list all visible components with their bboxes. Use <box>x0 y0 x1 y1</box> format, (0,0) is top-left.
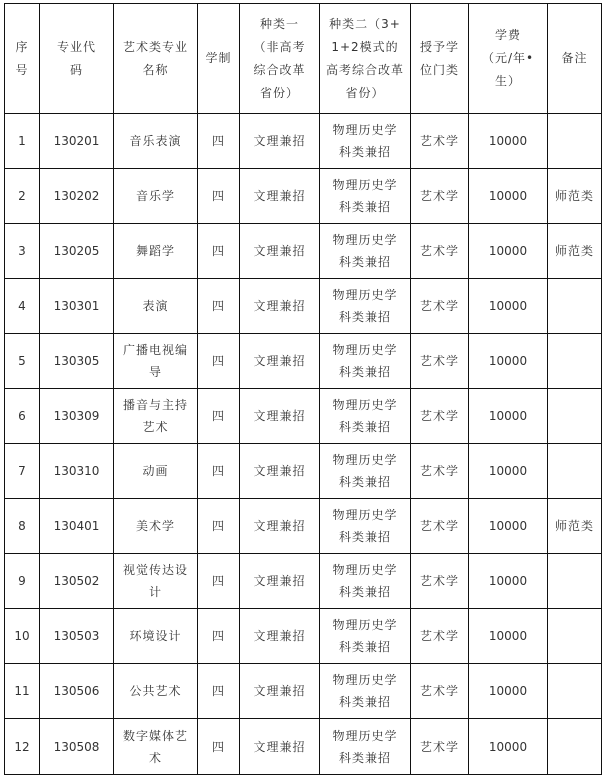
header-type1: 种类一（非高考综合改革省份） <box>240 4 320 114</box>
cell-note <box>548 114 602 169</box>
cell-code: 130205 <box>40 224 114 279</box>
cell-type2: 物理历史学科类兼招 <box>320 554 411 609</box>
cell-type2: 物理历史学科类兼招 <box>320 389 411 444</box>
header-name: 艺术类专业名称 <box>114 4 198 114</box>
cell-code: 130502 <box>40 554 114 609</box>
table-body <box>5 4 602 775</box>
cell-degree: 艺术学 <box>411 224 469 279</box>
header-fee: 学费（元/年•生） <box>469 4 548 114</box>
table-row <box>5 664 602 719</box>
cell-code: 130305 <box>40 334 114 389</box>
cell-type1: 文理兼招 <box>240 334 320 389</box>
cell-note: 师范类 <box>548 169 602 224</box>
cell-major-name: 美术学 <box>114 499 198 554</box>
cell-fee: 10000 <box>469 169 548 224</box>
table-row <box>5 499 602 554</box>
cell-major-name: 表演 <box>114 279 198 334</box>
cell-major-name: 舞蹈学 <box>114 224 198 279</box>
cell-note <box>548 664 602 719</box>
header-duration: 学制 <box>198 4 240 114</box>
cell-degree: 艺术学 <box>411 389 469 444</box>
cell-degree: 艺术学 <box>411 444 469 499</box>
cell-duration: 四 <box>198 279 240 334</box>
cell-major-name: 数字媒体艺术 <box>114 719 198 775</box>
cell-seq: 8 <box>5 499 40 554</box>
cell-code: 130301 <box>40 279 114 334</box>
cell-code: 130508 <box>40 719 114 775</box>
cell-degree: 艺术学 <box>411 664 469 719</box>
cell-degree: 艺术学 <box>411 169 469 224</box>
table-row <box>5 169 602 224</box>
cell-type1: 文理兼招 <box>240 719 320 775</box>
cell-major-name: 广播电视编导 <box>114 334 198 389</box>
cell-type2: 物理历史学科类兼招 <box>320 224 411 279</box>
cell-type1: 文理兼招 <box>240 554 320 609</box>
majors-table <box>4 3 602 775</box>
cell-duration: 四 <box>198 334 240 389</box>
cell-major-name: 音乐表演 <box>114 114 198 169</box>
cell-fee: 10000 <box>469 554 548 609</box>
table-row <box>5 279 602 334</box>
cell-code: 130310 <box>40 444 114 499</box>
cell-code: 130401 <box>40 499 114 554</box>
cell-note: 师范类 <box>548 499 602 554</box>
cell-duration: 四 <box>198 114 240 169</box>
cell-type1: 文理兼招 <box>240 609 320 664</box>
table-row <box>5 609 602 664</box>
cell-note <box>548 444 602 499</box>
cell-note <box>548 279 602 334</box>
cell-type2: 物理历史学科类兼招 <box>320 609 411 664</box>
cell-seq: 5 <box>5 334 40 389</box>
cell-duration: 四 <box>198 444 240 499</box>
header-type2: 种类二（3+1+2模式的高考综合改革省份） <box>320 4 411 114</box>
header-seq: 序号 <box>5 4 40 114</box>
cell-major-name: 公共艺术 <box>114 664 198 719</box>
cell-note <box>548 554 602 609</box>
cell-note <box>548 719 602 775</box>
cell-duration: 四 <box>198 664 240 719</box>
cell-type1: 文理兼招 <box>240 169 320 224</box>
cell-major-name: 视觉传达设计 <box>114 554 198 609</box>
cell-seq: 6 <box>5 389 40 444</box>
cell-fee: 10000 <box>469 224 548 279</box>
cell-duration: 四 <box>198 224 240 279</box>
cell-degree: 艺术学 <box>411 114 469 169</box>
cell-seq: 3 <box>5 224 40 279</box>
cell-major-name: 音乐学 <box>114 169 198 224</box>
header-row <box>5 4 602 114</box>
cell-note: 师范类 <box>548 224 602 279</box>
cell-duration: 四 <box>198 169 240 224</box>
cell-type2: 物理历史学科类兼招 <box>320 169 411 224</box>
cell-code: 130309 <box>40 389 114 444</box>
cell-major-name: 动画 <box>114 444 198 499</box>
cell-type2: 物理历史学科类兼招 <box>320 114 411 169</box>
cell-duration: 四 <box>198 719 240 775</box>
cell-duration: 四 <box>198 389 240 444</box>
cell-code: 130503 <box>40 609 114 664</box>
cell-duration: 四 <box>198 609 240 664</box>
cell-major-name: 播音与主持艺术 <box>114 389 198 444</box>
header-note: 备注 <box>548 4 602 114</box>
cell-degree: 艺术学 <box>411 279 469 334</box>
cell-degree: 艺术学 <box>411 334 469 389</box>
cell-seq: 10 <box>5 609 40 664</box>
cell-code: 130202 <box>40 169 114 224</box>
cell-type1: 文理兼招 <box>240 664 320 719</box>
cell-seq: 7 <box>5 444 40 499</box>
cell-degree: 艺术学 <box>411 554 469 609</box>
cell-seq: 12 <box>5 719 40 775</box>
cell-seq: 2 <box>5 169 40 224</box>
cell-type1: 文理兼招 <box>240 389 320 444</box>
cell-type1: 文理兼招 <box>240 224 320 279</box>
table-row <box>5 114 602 169</box>
table-row <box>5 224 602 279</box>
table-row <box>5 554 602 609</box>
cell-seq: 1 <box>5 114 40 169</box>
cell-type1: 文理兼招 <box>240 499 320 554</box>
table-row <box>5 334 602 389</box>
cell-seq: 9 <box>5 554 40 609</box>
cell-code: 130506 <box>40 664 114 719</box>
cell-code: 130201 <box>40 114 114 169</box>
cell-fee: 10000 <box>469 279 548 334</box>
cell-note <box>548 609 602 664</box>
cell-degree: 艺术学 <box>411 719 469 775</box>
cell-type2: 物理历史学科类兼招 <box>320 664 411 719</box>
cell-degree: 艺术学 <box>411 609 469 664</box>
cell-fee: 10000 <box>469 609 548 664</box>
cell-major-name: 环境设计 <box>114 609 198 664</box>
cell-type2: 物理历史学科类兼招 <box>320 499 411 554</box>
cell-type1: 文理兼招 <box>240 444 320 499</box>
cell-fee: 10000 <box>469 444 548 499</box>
cell-type2: 物理历史学科类兼招 <box>320 334 411 389</box>
cell-fee: 10000 <box>469 499 548 554</box>
cell-fee: 10000 <box>469 114 548 169</box>
cell-type2: 物理历史学科类兼招 <box>320 719 411 775</box>
cell-seq: 4 <box>5 279 40 334</box>
cell-duration: 四 <box>198 499 240 554</box>
table-row <box>5 389 602 444</box>
table-row <box>5 444 602 499</box>
table-row <box>5 719 602 775</box>
cell-type2: 物理历史学科类兼招 <box>320 279 411 334</box>
cell-fee: 10000 <box>469 719 548 775</box>
cell-type1: 文理兼招 <box>240 279 320 334</box>
cell-type1: 文理兼招 <box>240 114 320 169</box>
cell-fee: 10000 <box>469 389 548 444</box>
cell-fee: 10000 <box>469 664 548 719</box>
header-code: 专业代码 <box>40 4 114 114</box>
cell-duration: 四 <box>198 554 240 609</box>
cell-note <box>548 334 602 389</box>
header-degree: 授予学位门类 <box>411 4 469 114</box>
cell-degree: 艺术学 <box>411 499 469 554</box>
cell-fee: 10000 <box>469 334 548 389</box>
cell-seq: 11 <box>5 664 40 719</box>
cell-type2: 物理历史学科类兼招 <box>320 444 411 499</box>
cell-note <box>548 389 602 444</box>
